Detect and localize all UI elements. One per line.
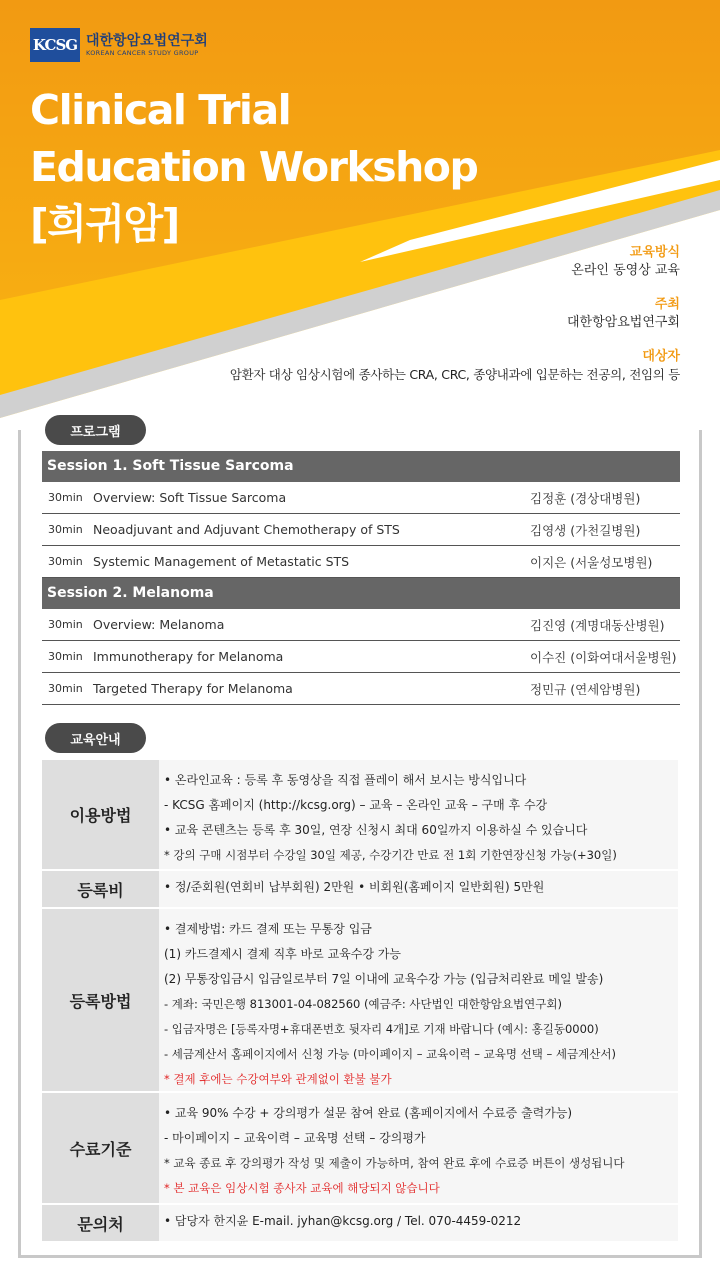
title-line-2: Education Workshop [30,143,478,191]
registration-label: 등록방법 [42,909,159,1091]
refund-warning: * 결제 후에는 수강여부와 관계없이 환불 불가 [164,1072,392,1086]
table-row [42,482,680,514]
duration: 30min [48,555,83,568]
guide-pill: 교육안내 [45,723,146,753]
lecture-title: Overview: Melanoma [93,617,225,632]
usage-line: - KCSG 홈페이지 (http://kcsg.org) – 교육 – 온라인 교육 – 구매 후 수강 [164,798,548,812]
table-row [42,673,680,705]
usage-line: • 교육 콘텐츠는 등록 후 30일, 연장 신청시 최대 60일까지 이용하실 수 있습니다 [164,823,588,837]
title-line-3: [희귀암] [30,200,179,248]
method-value: 온라인 동영상 교육 [571,263,680,278]
table-row [42,641,680,673]
table-row [42,546,680,578]
program-table [42,451,680,705]
fee-row [42,871,678,909]
host-value: 대한항암요법연구회 [566,315,680,330]
logo-name-en: KOREAN CANCER STUDY GROUP [86,48,199,57]
guide-table [42,760,678,1243]
usage-content [159,760,678,869]
lecture-title: Neoadjuvant and Adjuvant Chemotherapy of STS [93,522,400,537]
audience-label: 대상자 [642,349,680,364]
session-header: Session 2. Melanoma [42,578,680,609]
completion-content [159,1093,678,1203]
completion-warning: * 본 교육은 임상시험 종사자 교육에 해당되지 않습니다 [164,1181,440,1195]
speaker: 김진영 (계명대동산병원) [530,617,665,633]
hero-banner [0,0,720,430]
contact-label: 문의처 [42,1205,159,1241]
completion-line: - 마이페이지 – 교육이력 – 교육명 선택 – 강의평가 [164,1131,426,1145]
program-pill: 프로그램 [45,415,146,445]
lecture-title: Targeted Therapy for Melanoma [93,681,293,696]
registration-line: - 입금자명은 [등록자명+휴대폰번호 뒷자리 4개]로 기재 바랍니다 (예시: 홍길동0000) [164,1022,599,1036]
contact-row [42,1205,678,1243]
registration-line: - 세금계산서 홈페이지에서 신청 가능 (마이페이지 – 교육이력 – 교육명 선택 – 세금계산서) [164,1047,616,1061]
fee-content [159,871,678,907]
title-line-1: Clinical Trial [30,86,291,134]
completion-line: • 교육 90% 수강 + 강의평가 설문 참여 완료 (홈페이지에서 수료증 출력가능) [164,1106,573,1120]
fee-line: • 정/준회원(연회비 납부회원) 2만원 • 비회원(홈페이지 일반회원) 5만원 [164,880,545,894]
usage-label: 이용방법 [42,760,159,869]
table-row [42,609,680,641]
registration-line: (2) 무통장입금시 입금일로부터 7일 이내에 교육수강 가능 (입금처리완료 메일 발송) [164,972,604,986]
page-title [30,82,477,253]
duration: 30min [48,491,83,504]
audience-value: 암환자 대상 임상시험에 종사하는 CRA, CRC, 종양내과에 입문하는 전공의, 전임의 등 [229,367,680,382]
duration: 30min [48,618,83,631]
duration: 30min [48,682,83,695]
contact-line: • 담당자 한지윤 E-mail. jyhan@kcsg.org / Tel. 070-4459-0212 [164,1214,522,1228]
logo-mark: KCSG [30,28,80,62]
speaker: 이수진 (이화여대서울병원) [530,649,677,665]
duration: 30min [48,523,83,536]
contact-content [159,1205,678,1241]
completion-line: * 교육 종료 후 강의평가 작성 및 제출이 가능하며, 참여 완료 후에 수료증 버튼이 생성됩니다 [164,1156,625,1170]
fee-label: 등록비 [42,871,159,907]
registration-content [159,909,678,1091]
duration: 30min [48,650,83,663]
registration-line: - 계좌: 국민은행 813001-04-082560 (예금주: 사단법인 대한항암요법연구회) [164,997,562,1011]
lecture-title: Systemic Management of Metastatic STS [93,554,350,569]
logo-name-ko: 대한항암요법연구회 [86,32,208,49]
registration-row [42,909,678,1093]
speaker: 정민규 (연세암병원) [530,681,641,697]
completion-row [42,1093,678,1205]
method-label: 교육방식 [629,245,680,260]
session-header: Session 1. Soft Tissue Sarcoma [42,451,680,482]
registration-line: (1) 카드결제시 결제 직후 바로 교육수강 가능 [164,947,401,961]
lecture-title: Immunotherapy for Melanoma [93,649,284,664]
lecture-title: Overview: Soft Tissue Sarcoma [93,490,287,505]
speaker: 김정훈 (경상대병원) [530,490,641,506]
table-row [42,514,680,546]
speaker: 이지은 (서울성모병원) [530,554,653,570]
speaker: 김영생 (가천길병원) [530,522,641,538]
completion-label: 수료기준 [42,1093,159,1203]
usage-note: * 강의 구매 시점부터 수강일 30일 제공, 수강기간 만료 전 1회 기한연장신청 가능(+30일) [164,848,617,862]
event-meta [230,244,680,400]
kcsg-logo [30,28,208,62]
registration-line: • 결제방법: 카드 결제 또는 무통장 입금 [164,922,372,936]
usage-row [42,760,678,871]
host-label: 주최 [654,297,680,312]
usage-line: • 온라인교육 : 등록 후 동영상을 직접 플레이 해서 보시는 방식입니다 [164,773,527,787]
